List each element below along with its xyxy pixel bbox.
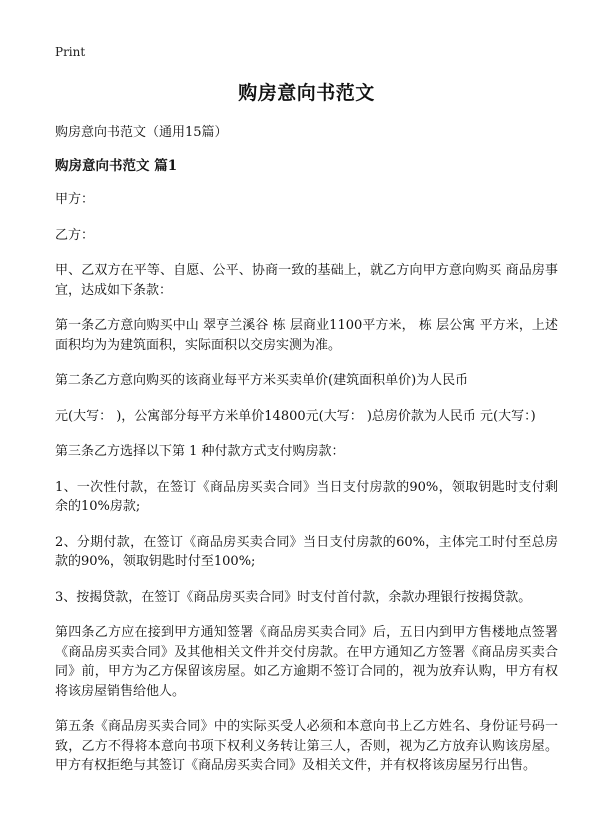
document-subtitle: 购房意向书范文（通用15篇） [55,125,228,140]
article-1-paragraph: 第一条乙方意向购买中山 翠亨兰溪谷 栋 层商业1100平方米， 栋 层公寓 平方米，上述面积均为为建筑面积，实际面积以交房实测为准。 [55,318,558,353]
party-a-line: 甲方： [55,192,95,207]
article-4-paragraph: 第四条乙方应在接到甲方通知签署《商品房买卖合同》后，五日内到甲方售楼地点签署《商品房买卖合同》及其他相关文件并交付房款。在甲方通知乙方签署《商品房买卖合同》前，甲方为乙方保留该房屋。如乙方逾期不签订合同的，视为放弃认购，甲方有权将该房屋销售给他人。 [55,625,558,699]
payment-option-2: 2、分期付款，在签订《商品房买卖合同》当日支付房款的60%，主体完工时付至总房款的90%，领取钥匙时付至100%; [55,534,558,569]
payment-option-1: 1、一次性付款，在签订《商品房买卖合同》当日支付房款的90%，领取钥匙时支付剩余的10%房款; [55,479,558,514]
print-link[interactable]: Print [55,45,86,59]
article-2-paragraph: 第二条乙方意向购买的该商业每平方米买卖单价(建筑面积单价)为人民币 [55,373,469,388]
party-b-line: 乙方： [55,227,95,243]
article-5-paragraph: 第五条《商品房买卖合同》中的实际买受人必须和本意向书上乙方姓名、身份证号码一致，乙方不得将本意向书项下权利义务转让第三人，否则，视为乙方放弃认购该房屋。甲方有权拒绝与其签订《商品房买卖合同》及相关文件，并有权将该房屋另行出售。 [55,719,558,773]
document-title: 购房意向书范文 [238,82,375,104]
article-3-paragraph: 第三条乙方选择以下第 1 种付款方式支付购房款： [55,444,345,459]
article-2-continuation: 元(大写： )，公寓部分每平方米单价14800元(大写： )总房价款为人民币 元(大写：) [55,408,536,424]
payment-option-3: 3、按揭贷款，在签订《商品房买卖合同》时支付首付款，余款办理银行按揭贷款。 [55,589,532,605]
preamble-paragraph: 甲、乙双方在平等、自愿、公平、协商一致的基础上，就乙方向甲方意向购买 商品房事宜，达成如下条款： [55,263,558,298]
section-heading: 购房意向书范文 篇1 [55,158,178,174]
